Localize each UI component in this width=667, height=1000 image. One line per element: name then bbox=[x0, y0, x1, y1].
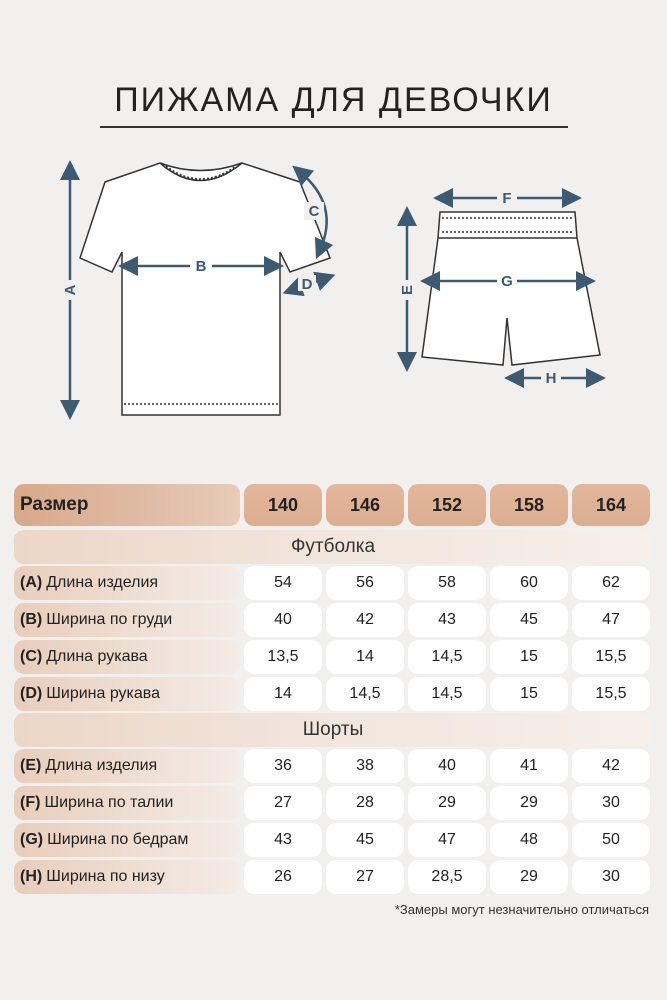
value-cell: 47 bbox=[572, 603, 650, 637]
footnote: *Замеры могут незначительно отличаться bbox=[394, 902, 649, 917]
value-cell: 14,5 bbox=[326, 677, 404, 711]
value-cell: 14,5 bbox=[408, 640, 486, 674]
value-cell: 58 bbox=[408, 566, 486, 600]
value-cell: 29 bbox=[408, 786, 486, 820]
value-cell: 48 bbox=[490, 823, 568, 857]
value-cell: 40 bbox=[408, 749, 486, 783]
row-label: (G) Ширина по бедрам bbox=[14, 823, 240, 857]
letter-d: D bbox=[301, 276, 313, 293]
garment-diagram bbox=[0, 0, 667, 470]
value-cell: 43 bbox=[244, 823, 322, 857]
value-cell: 15,5 bbox=[572, 640, 650, 674]
value-cell: 43 bbox=[408, 603, 486, 637]
value-cell: 50 bbox=[572, 823, 650, 857]
size-140: 140 bbox=[244, 484, 322, 526]
row-label: (C) Длина рукава bbox=[14, 640, 240, 674]
value-cell: 62 bbox=[572, 566, 650, 600]
value-cell: 30 bbox=[572, 860, 650, 894]
letter-e: E bbox=[399, 284, 416, 296]
value-cell: 45 bbox=[490, 603, 568, 637]
value-cell: 45 bbox=[326, 823, 404, 857]
value-cell: 26 bbox=[244, 860, 322, 894]
value-cell: 15,5 bbox=[572, 677, 650, 711]
row-label: (D) Ширина рукава bbox=[14, 677, 240, 711]
value-cell: 40 bbox=[244, 603, 322, 637]
value-cell: 15 bbox=[490, 640, 568, 674]
letter-f: F bbox=[502, 190, 512, 207]
row-label: (F) Ширина по талии bbox=[14, 786, 240, 820]
value-cell: 28,5 bbox=[408, 860, 486, 894]
value-cell: 54 bbox=[244, 566, 322, 600]
row-label: (B) Ширина по груди bbox=[14, 603, 240, 637]
value-cell: 56 bbox=[326, 566, 404, 600]
size-header-label: Размер bbox=[14, 484, 240, 526]
size-164: 164 bbox=[572, 484, 650, 526]
value-cell: 28 bbox=[326, 786, 404, 820]
value-cell: 13,5 bbox=[244, 640, 322, 674]
section-tshirt: Футболка bbox=[14, 530, 652, 564]
row-label: (H) Ширина по низу bbox=[14, 860, 240, 894]
row-label: (A) Длина изделия bbox=[14, 566, 240, 600]
letter-b: B bbox=[195, 258, 207, 275]
section-shorts: Шорты bbox=[14, 713, 652, 747]
size-146: 146 bbox=[326, 484, 404, 526]
value-cell: 29 bbox=[490, 860, 568, 894]
value-cell: 47 bbox=[408, 823, 486, 857]
value-cell: 15 bbox=[490, 677, 568, 711]
value-cell: 36 bbox=[244, 749, 322, 783]
size-158: 158 bbox=[490, 484, 568, 526]
letter-c: C bbox=[308, 203, 320, 220]
size-152: 152 bbox=[408, 484, 486, 526]
row-label: (E) Длина изделия bbox=[14, 749, 240, 783]
value-cell: 38 bbox=[326, 749, 404, 783]
value-cell: 27 bbox=[244, 786, 322, 820]
value-cell: 30 bbox=[572, 786, 650, 820]
letter-g: G bbox=[501, 273, 513, 290]
value-cell: 27 bbox=[326, 860, 404, 894]
letter-a: A bbox=[62, 284, 79, 296]
value-cell: 42 bbox=[572, 749, 650, 783]
value-cell: 14 bbox=[326, 640, 404, 674]
value-cell: 14,5 bbox=[408, 677, 486, 711]
value-cell: 14 bbox=[244, 677, 322, 711]
page-title: ПИЖАМА ДЛЯ ДЕВОЧКИ bbox=[114, 81, 553, 119]
value-cell: 41 bbox=[490, 749, 568, 783]
value-cell: 60 bbox=[490, 566, 568, 600]
letter-h: H bbox=[545, 370, 557, 387]
value-cell: 42 bbox=[326, 603, 404, 637]
value-cell: 29 bbox=[490, 786, 568, 820]
